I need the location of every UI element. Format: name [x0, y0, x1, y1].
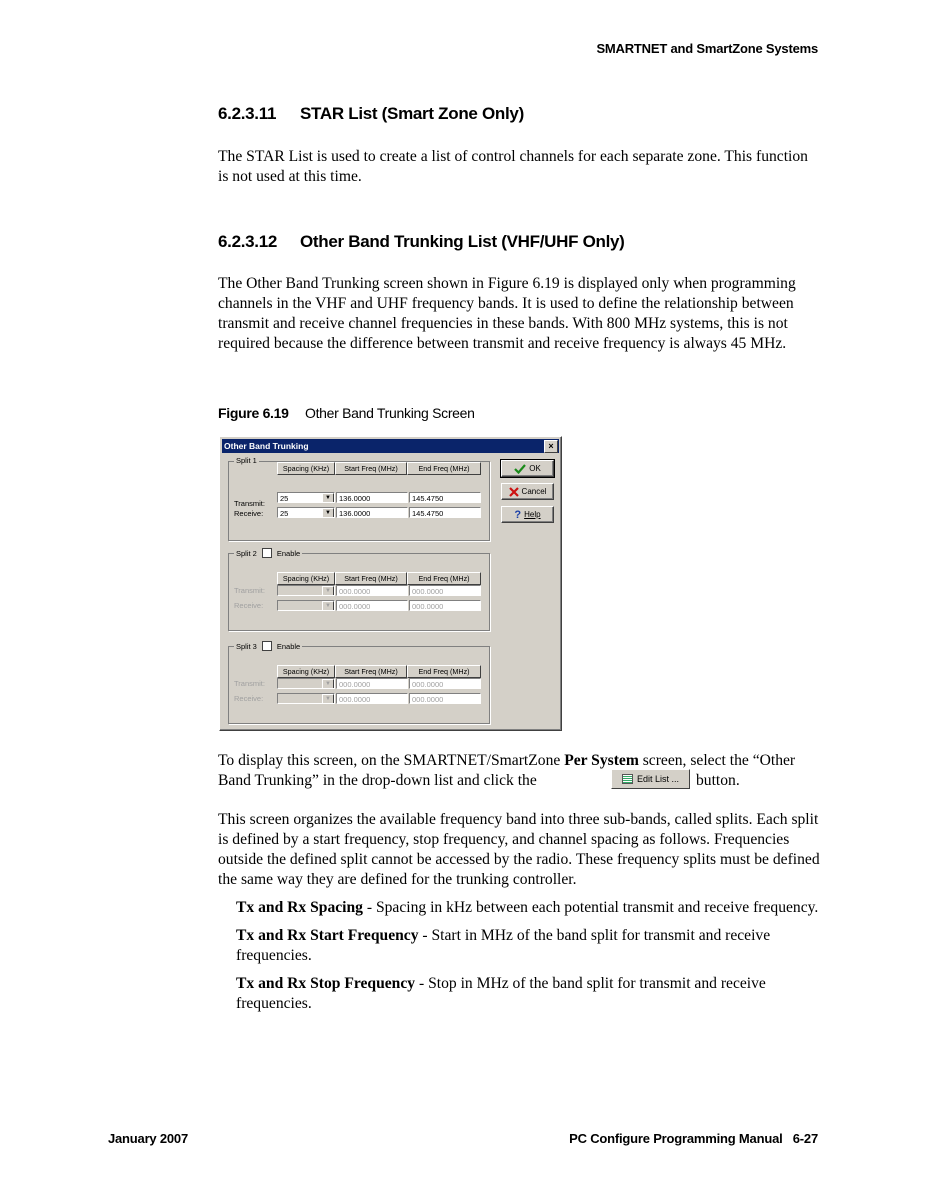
button-word: button. — [696, 772, 740, 789]
split-1-legend — [234, 456, 259, 465]
help-button[interactable] — [501, 506, 554, 523]
cancel-button[interactable] — [501, 483, 554, 500]
split-1-receive-start-field[interactable]: 136.0000 — [336, 507, 408, 518]
paragraph-star-list — [218, 147, 818, 187]
list-icon — [622, 774, 633, 784]
page-number: 6-27 — [792, 1131, 818, 1146]
chevron-down-icon[interactable]: ▼ — [322, 493, 334, 503]
col-header-start-freq: Start Freq (MHz) — [335, 665, 407, 678]
split-1-transmit-spacing-combo[interactable] — [277, 492, 335, 503]
split-2-transmit-spacing-combo[interactable] — [277, 585, 335, 596]
split-3-enable-checkbox[interactable] — [262, 641, 272, 651]
split-1-group — [228, 456, 490, 541]
x-mark-icon — [509, 487, 519, 497]
combo-value: 25 — [280, 509, 289, 518]
receive-label: Receive: — [234, 694, 264, 703]
text-run: To display this screen, on the SMARTNET/SmartZone — [218, 752, 565, 769]
split-2-group — [228, 548, 490, 631]
definition-text: - Stop in MHz of the band split for transmit and receive frequencies. — [236, 975, 766, 1012]
col-header-start-freq: Start Freq (MHz) — [335, 572, 407, 585]
section-number: 6.2.3.12 — [218, 232, 278, 251]
question-mark-icon: ? — [514, 508, 522, 521]
split-3-receive-end-field[interactable]: 000.0000 — [409, 693, 481, 704]
split-3-transmit-end-field[interactable]: 000.0000 — [409, 678, 481, 689]
split-3-label: Split 3 — [236, 641, 257, 651]
split-3-group — [228, 641, 490, 724]
definitions-list — [236, 898, 826, 1022]
receive-label: Receive: — [234, 601, 264, 610]
paragraph-text: The Other Band Trunking screen shown in Figure 6.19 is displayed only when programming channels in the VHF and UHF frequency bands. It is used to define the relationship between transmit and receive channel frequencies in these bands. With 800 MHz systems, this is not required because the difference between transmit and receive frequency is always 45 MHz. — [218, 275, 796, 352]
enable-label: Enable — [276, 548, 301, 558]
combo-value: 25 — [280, 494, 289, 503]
bold-term: Per System — [564, 752, 639, 769]
dialog-titlebar — [222, 439, 559, 453]
dialog-title: Other Band Trunking — [224, 441, 309, 451]
ok-label: OK — [529, 464, 541, 473]
split-2-transmit-start-field[interactable]: 000.0000 — [336, 585, 408, 596]
transmit-label: Transmit: — [234, 586, 265, 595]
chevron-down-icon[interactable]: ▼ — [322, 694, 334, 704]
split-1-receive-end-field[interactable]: 145.4750 — [409, 507, 481, 518]
split-3-receive-spacing-combo[interactable] — [277, 693, 335, 704]
split-2-receive-start-field[interactable]: 000.0000 — [336, 600, 408, 611]
split-1-transmit-start-field[interactable]: 136.0000 — [336, 492, 408, 503]
figure-title: Other Band Trunking Screen — [305, 405, 475, 421]
definition-text: - Start in MHz of the band split for transmit and receive frequencies. — [236, 927, 771, 964]
split-1-transmit-end-field[interactable]: 145.4750 — [409, 492, 481, 503]
close-icon: × — [548, 441, 554, 451]
close-button[interactable] — [544, 440, 558, 453]
text-run: screen, select the “Other Band Trunking” in the drop-down list and click the — [218, 752, 796, 789]
split-2-legend — [234, 548, 302, 558]
split-3-transmit-start-field[interactable]: 000.0000 — [336, 678, 408, 689]
help-label: Help — [524, 510, 541, 519]
col-header-end-freq: End Freq (MHz) — [407, 665, 481, 678]
paragraph-organizes — [218, 810, 820, 890]
enable-label: Enable — [276, 641, 301, 651]
definition-item — [236, 974, 826, 1014]
split-3-transmit-spacing-combo[interactable] — [277, 678, 335, 689]
definition-item — [236, 926, 826, 966]
chevron-down-icon[interactable]: ▼ — [322, 601, 334, 611]
section-title: Other Band Trunking List (VHF/UHF Only) — [300, 232, 625, 251]
split-3-legend — [234, 641, 302, 651]
chevron-down-icon[interactable]: ▼ — [322, 508, 334, 518]
footer-manual-title: PC Configure Programming Manual — [569, 1131, 783, 1146]
paragraph-other-band — [218, 274, 818, 354]
edit-list-button[interactable] — [611, 769, 690, 789]
definition-term: Tx and Rx Stop Frequency — [236, 975, 416, 992]
definition-term: Tx and Rx Spacing — [236, 899, 363, 916]
section-title: STAR List (Smart Zone Only) — [300, 104, 524, 123]
receive-label: Receive: — [234, 509, 264, 518]
split-1-receive-spacing-combo[interactable] — [277, 507, 335, 518]
edit-list-label: Edit List ... — [636, 774, 680, 784]
transmit-label: Transmit: — [234, 499, 265, 508]
definition-text: - Spacing in kHz between each potential transmit and receive frequency. — [362, 899, 819, 916]
checkmark-icon — [514, 464, 526, 474]
chevron-down-icon[interactable]: ▼ — [322, 679, 334, 689]
chevron-down-icon[interactable]: ▼ — [322, 586, 334, 596]
split-2-receive-spacing-combo[interactable] — [277, 600, 335, 611]
cancel-label: Cancel — [521, 487, 547, 496]
footer-date: January 2007 — [108, 1131, 188, 1146]
figure-label: Figure 6.19 — [218, 405, 289, 421]
split-2-transmit-end-field[interactable]: 000.0000 — [409, 585, 481, 596]
running-header: SMARTNET and SmartZone Systems — [596, 41, 818, 56]
split-2-enable-checkbox[interactable] — [262, 548, 272, 558]
col-header-end-freq: End Freq (MHz) — [407, 462, 481, 475]
split-2-receive-end-field[interactable]: 000.0000 — [409, 600, 481, 611]
split-2-label: Split 2 — [236, 548, 257, 558]
footer-manual — [569, 1131, 818, 1146]
paragraph-text: The STAR List is used to create a list of control channels for each separate zone. This function is not used at this time. — [218, 148, 808, 185]
other-band-trunking-dialog — [219, 436, 562, 731]
col-header-end-freq: End Freq (MHz) — [407, 572, 481, 585]
split-1-label: Split 1 — [236, 456, 257, 465]
col-header-spacing: Spacing (KHz) — [277, 665, 335, 678]
col-header-spacing: Spacing (KHz) — [277, 572, 335, 585]
ok-button[interactable] — [501, 460, 554, 477]
definition-term: Tx and Rx Start Frequency — [236, 927, 419, 944]
split-3-receive-start-field[interactable]: 000.0000 — [336, 693, 408, 704]
section-number: 6.2.3.11 — [218, 104, 277, 123]
col-header-start-freq: Start Freq (MHz) — [335, 462, 407, 475]
paragraph-text: This screen organizes the available frequency band into three sub-bands, called splits. Each split is defined by a start frequency, stop frequency, and channel spacing as follows. Frequencies outside the defined split cannot be accessed by the radio. These frequency splits must be defined the same way they are defined for the trunking controller. — [218, 811, 820, 888]
col-header-spacing: Spacing (KHz) — [277, 462, 335, 475]
definition-item — [236, 898, 826, 918]
transmit-label: Transmit: — [234, 679, 265, 688]
